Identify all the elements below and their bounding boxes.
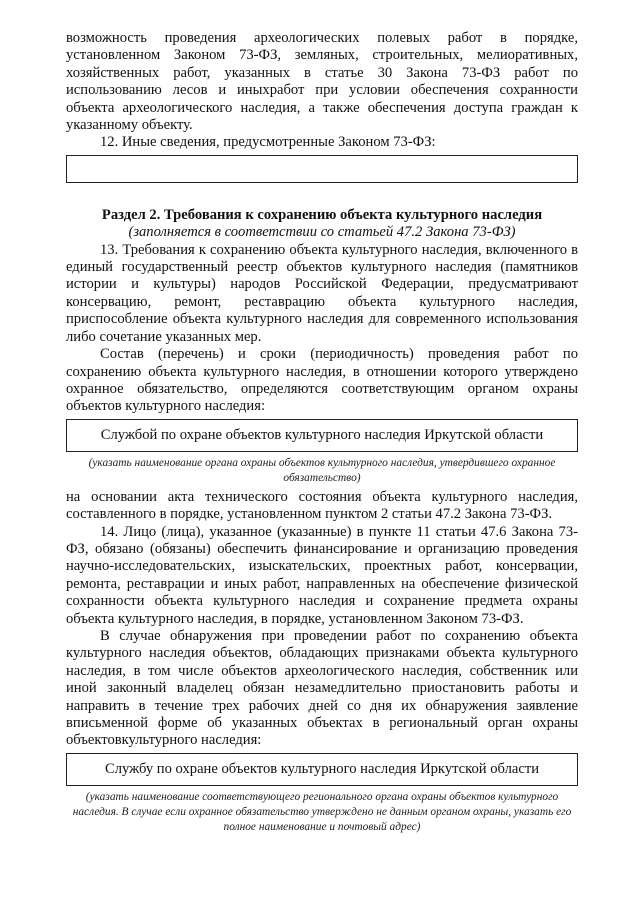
authority-field-1[interactable]: Службой по охране объектов культурного наследия Иркутской области: [66, 419, 578, 452]
item-12-paragraph: 12. Иные сведения, предусмотренные Законом 73-ФЗ:: [100, 134, 436, 151]
discovery-paragraph: В случае обнаружения при проведении работ по сохранению объекта культурного наследия объектов, обладающих признаками объекта культурного наследия, в том числе объектов археологического наследия, собственник или иной законный владелец обязан незамедлительно приостановить работы и направить в течение трех рабочих дней со дня их обнаружения заявление вписьменной форме об указанных объектах в региональный орган охраны объектовкультурного наследия:: [66, 627, 578, 749]
item-14-paragraph: 14. Лицо (лица), указанное (указанные) в пункте 11 статьи 47.6 Закона 73-ФЗ, обязано (обязаны) обеспечить финансирование и организацию проведения научно-исследовательских, изыскательских, проектных работ, консервации, ремонта, реставрации и иных работ, направленных на обеспечение физической сохранности объекта культурного наследия и сохранение предмета охраны объекта культурного наследия, в порядке, установленном Законом 73-ФЗ.: [66, 523, 578, 627]
basis-paragraph: на основании акта технического состояния объекта культурного наследия, составленного в порядке, установленном пунктом 2 статьи 47.2 Закона 73-ФЗ.: [66, 488, 578, 523]
document-page: [66, 30, 578, 835]
section-2-title: Раздел 2. Требования к сохранению объекта культурного наследия: [101, 206, 543, 223]
other-info-field[interactable]: [66, 155, 578, 183]
composition-paragraph: Состав (перечень) и сроки (периодичность) проведения работ по сохранению объекта культурного наследия, в отношении которого утверждено охранное обязательство, определяются соответствующим органом охраны объектов культурного наследия:: [66, 346, 578, 415]
continuation-paragraph: возможность проведения археологических полевых работ в порядке, установленном Законом 73-ФЗ, земляных, строительных, мелиоративных, хозяйственных работ, указанных в статье 30 Закона 73-ФЗ работ по использованию лесов и иныхработ при условии обеспечения сохранности объекта археологического наследия, а также обеспечения доступа граждан к указанному объекту.: [66, 30, 578, 134]
item-13-paragraph: 13. Требования к сохранению объекта культурного наследия, включенного в единый государственный реестр объектов культурного наследия (памятников истории и культуры) народов Российской Федерации, предусматривают консервацию, ремонт, реставрацию объекта культурного наследия, приспособление объекта культурного наследия для современного использования либо сочетание указанных мер.: [66, 241, 578, 345]
authority-field-2[interactable]: Службу по охране объектов культурного наследия Иркутской области: [66, 753, 578, 786]
section-2-subtitle: (заполняется в соответствии со статьей 47.2 Закона 73-ФЗ): [128, 224, 516, 241]
authority-note-1: (указать наименование органа охраны объектов культурного наследия, утвердившего охранное обязательство): [88, 456, 556, 484]
authority-note-2: (указать наименование соответствующего регионального органа охраны объектов культурного наследия. В случае если охранное обязательство утверждено не данным органом охраны, указать его полное наименование и почтовый адрес): [72, 790, 572, 833]
